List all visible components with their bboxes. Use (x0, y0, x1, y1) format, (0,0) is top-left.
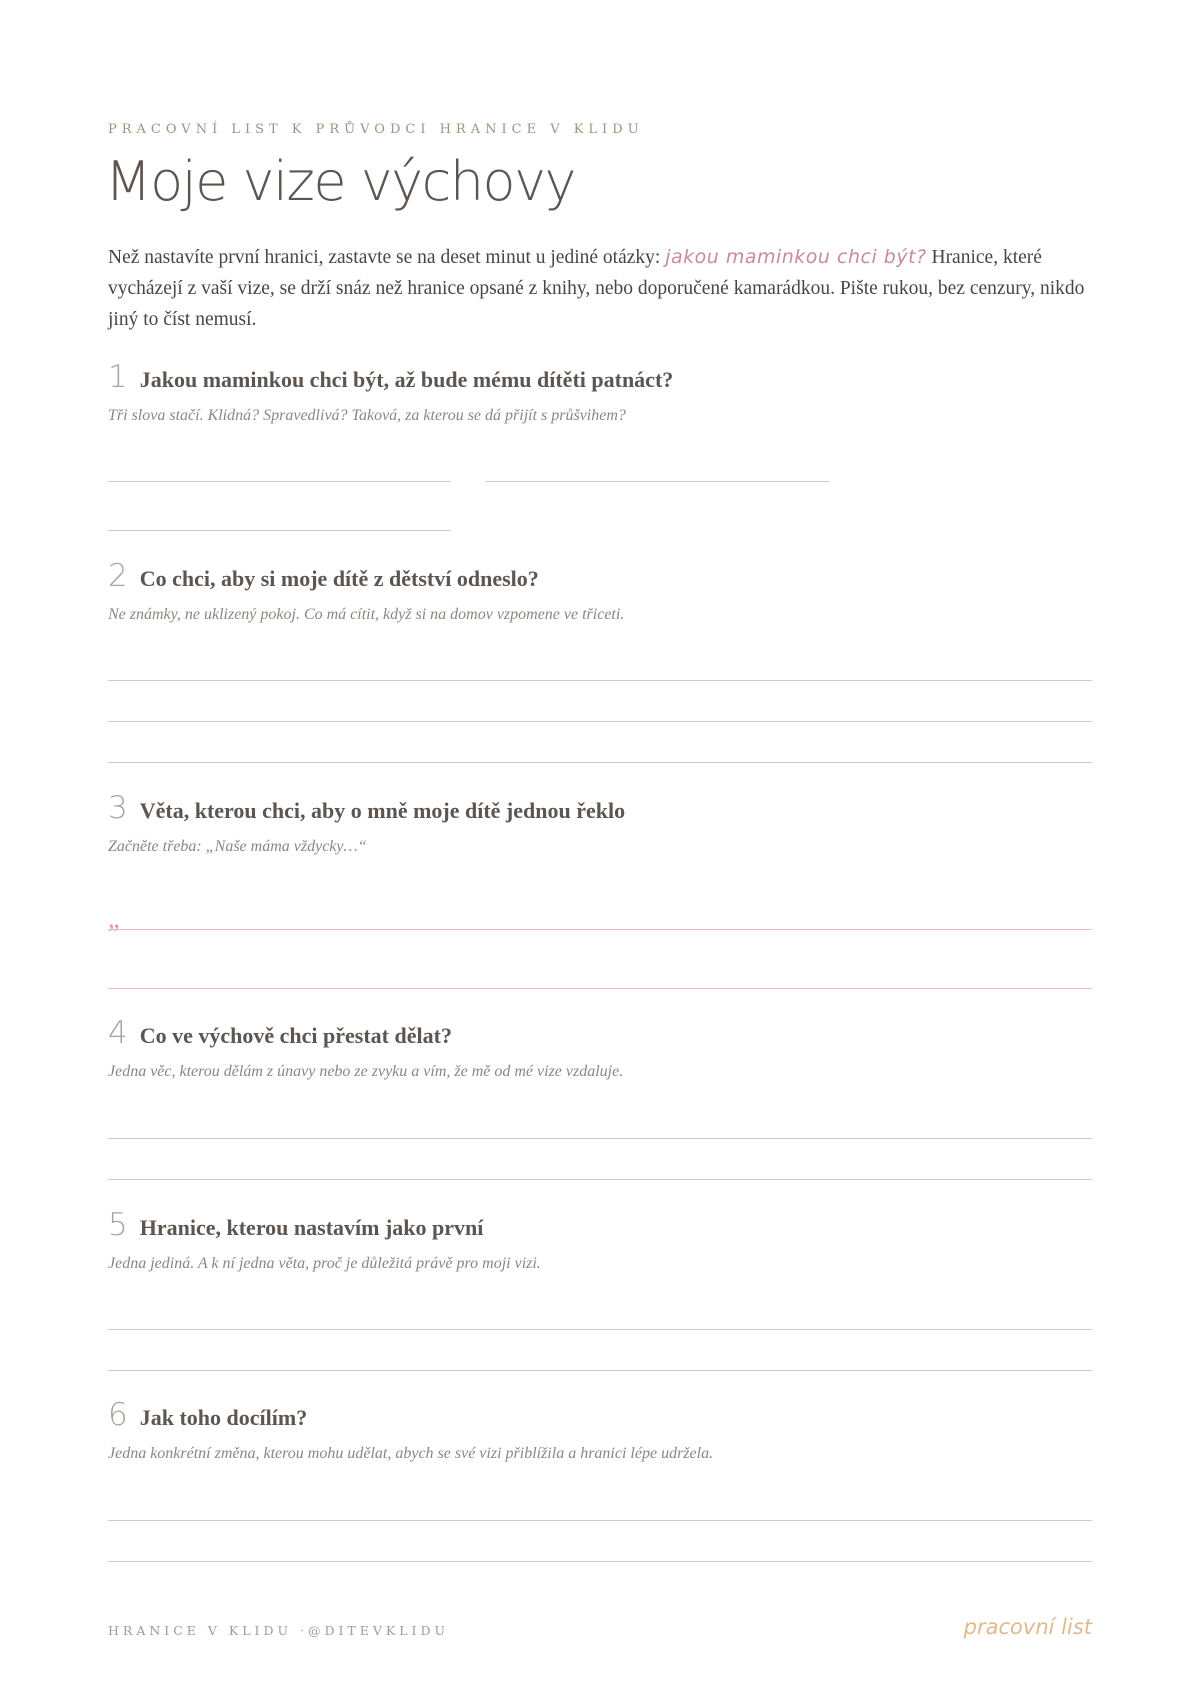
question-1-number: 1 (108, 359, 128, 395)
question-6-number: 6 (108, 1397, 128, 1433)
question-1-hint: Tři slova stačí. Klidná? Spravedlivá? Taková, za kterou se dá přijít s průšvihem? (108, 407, 626, 424)
question-5-hint: Jedna jediná. A k ní jedna věta, proč je důležitá právě pro moji vizi. (108, 1255, 541, 1272)
answer-line-4a[interactable] (108, 1138, 1092, 1139)
question-6-title: Jak toho docílím? (139, 1405, 308, 1430)
question-5 (108, 1207, 1092, 1273)
intro-paragraph (108, 242, 1092, 335)
opening-quote-mark: „ (108, 904, 120, 933)
question-1 (108, 359, 1092, 425)
answer-line-5b[interactable] (108, 1370, 1092, 1371)
answer-line-2c[interactable] (108, 762, 1092, 763)
question-3 (108, 790, 1092, 856)
answer-line-1a[interactable] (108, 481, 451, 482)
intro-text-before: Než nastavíte první hranici, zastavte se na deset minut u jediné otázky: (108, 247, 666, 268)
question-4 (108, 1015, 1092, 1081)
footer-worksheet-label: pracovní list (963, 1615, 1092, 1639)
question-4-number: 4 (108, 1015, 128, 1051)
answer-line-6a[interactable] (108, 1520, 1092, 1521)
answer-line-2b[interactable] (108, 721, 1092, 722)
question-4-heading (108, 1015, 1092, 1051)
question-5-heading (108, 1207, 1092, 1243)
question-3-number: 3 (108, 790, 128, 826)
answer-line-3a[interactable] (108, 929, 1092, 930)
answer-line-3b[interactable] (108, 988, 1092, 989)
question-2-hint: Ne známky, ne uklizený pokoj. Co má cítit, když si na domov vzpomene ve třiceti. (108, 606, 625, 623)
question-6-hint: Jedna konkrétní změna, kterou mohu udělat, abych se své vizi přiblížila a hranici lépe udržela. (108, 1445, 714, 1462)
eyebrow-label: PRACOVNÍ LIST K PRŮVODCI HRANICE V KLIDU (108, 122, 644, 137)
question-3-title: Věta, kterou chci, aby o mně moje dítě jednou řeklo (139, 798, 626, 823)
intro-text-after: Hranice, které vycházejí z vaší vize, se drží snáz než hranice opsané z knihy, nebo doporučené kamarádkou. Pište rukou, bez cenzury, nikdo jiný to číst nemusí. (108, 247, 1085, 330)
question-1-title: Jakou maminkou chci být, až bude mému dítěti patnáct? (139, 367, 674, 392)
question-4-title: Co ve výchově chci přestat dělat? (139, 1023, 452, 1048)
question-6-heading (108, 1397, 1092, 1433)
answer-line-5a[interactable] (108, 1329, 1092, 1330)
page-title: Moje vize výchovy (105, 150, 575, 213)
answer-line-4b[interactable] (108, 1179, 1092, 1180)
question-6 (108, 1397, 1092, 1463)
question-1-heading (108, 359, 1092, 395)
answer-line-1c[interactable] (108, 530, 451, 531)
intro-accent-question: jakou maminkou chci být? (665, 246, 927, 268)
question-3-heading (108, 790, 1092, 826)
question-5-number: 5 (108, 1207, 128, 1243)
answer-line-2a[interactable] (108, 680, 1092, 681)
question-2-number: 2 (108, 558, 128, 594)
question-3-hint: Začněte třeba: „Naše máma vždycky…“ (108, 838, 367, 855)
answer-line-6b[interactable] (108, 1561, 1092, 1562)
question-4-hint: Jedna věc, kterou dělám z únavy nebo ze zvyku a vím, že mě od mé vize vzdaluje. (108, 1063, 624, 1080)
question-2 (108, 558, 1092, 624)
question-5-title: Hranice, kterou nastavím jako první (139, 1215, 484, 1240)
answer-line-1b[interactable] (486, 481, 829, 482)
footer-brand: HRANICE V KLIDU ·@DITEVKLIDU (108, 1623, 450, 1638)
question-2-title: Co chci, aby si moje dítě z dětství odneslo? (139, 566, 539, 591)
question-2-heading (108, 558, 1092, 594)
